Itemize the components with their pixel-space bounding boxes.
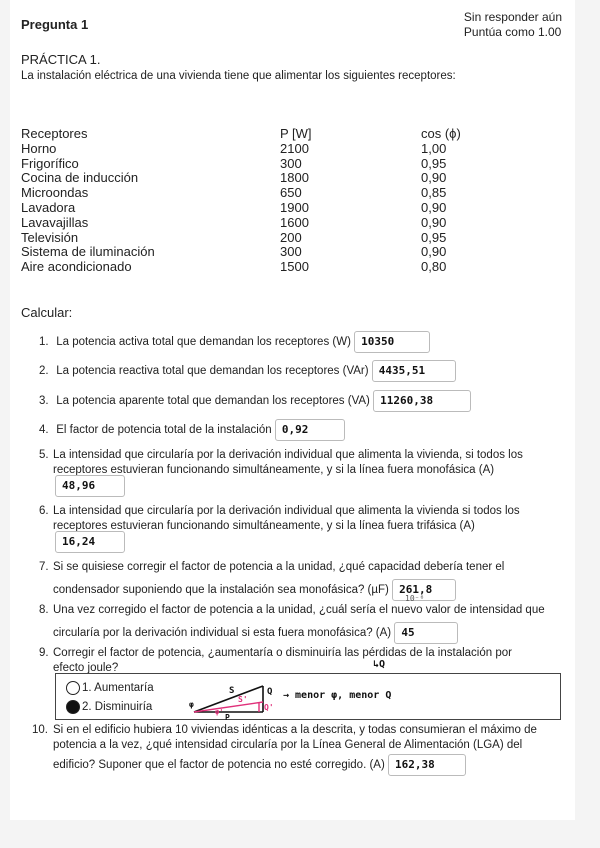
question-4: [39, 419, 569, 441]
question-number: 8.: [39, 604, 49, 616]
option-aumentaria[interactable]: [66, 681, 154, 695]
receiver-cosphi: 0,80: [421, 259, 447, 275]
receiver-cosphi: 0,95: [421, 155, 447, 171]
sketch-label-phi: φ: [189, 700, 194, 709]
option-disminuiria[interactable]: [66, 700, 152, 714]
question-text-line2: receptores estuvieran funcionando simultáneamente, y si la línea fuera trifásica (A): [53, 519, 475, 532]
answer-input-8[interactable]: 45: [394, 622, 458, 644]
question-9: [39, 646, 569, 675]
question-text-line2: receptores estuvieran funcionando simultáneamente, y si la línea fuera monofásica (A): [53, 463, 495, 476]
radio-checked-icon[interactable]: [66, 700, 80, 714]
power-triangle-sketch: [191, 674, 411, 720]
receiver-cosphi: 0,90: [421, 170, 447, 186]
receiver-name: Lavadora: [21, 199, 76, 215]
question-number: 6.: [39, 505, 49, 517]
question-2: [39, 360, 569, 382]
answer-input-7[interactable]: 261,8: [392, 579, 456, 601]
receiver-cosphi: 0,90: [421, 214, 447, 230]
question-text-line3: edificio? Suponer que el factor de potencia no esté corregido. (A): [53, 759, 385, 772]
question-number: 1.: [39, 336, 49, 349]
receiver-power: 200: [280, 229, 302, 245]
receiver-name: Lavavajillas: [21, 214, 89, 230]
option-label: 2. Disminuiría: [82, 701, 153, 714]
question-text-line2: potencia a la vez, ¿qué intensidad circularía por la Línea General de Alimentación (LGA) del: [53, 738, 523, 751]
sketch-label-s: S: [229, 686, 235, 696]
practice-heading: PRÁCTICA 1.: [21, 52, 101, 67]
question-text-line1: La intensidad que circularía por la derivación individual que alimenta la vivienda si todos los: [53, 505, 520, 517]
option-label: 1. Aumentaría: [82, 682, 154, 695]
question-5: [39, 448, 569, 477]
practice-intro: La instalación eléctrica de una vivienda tiene que alimentar los siguientes receptores:: [21, 70, 456, 82]
answer-input-1[interactable]: 10350: [354, 331, 430, 353]
question-1: [39, 331, 569, 353]
sketch-label-q: Q: [267, 687, 273, 697]
sketch-label-p: P: [225, 713, 230, 722]
receiver-power: 300: [280, 155, 302, 171]
receiver-power: 1500: [280, 259, 309, 275]
answer-options-box: [55, 673, 561, 720]
receiver-name: Horno: [21, 140, 57, 156]
question-text-line1: Si en el edificio hubiera 10 viviendas idénticas a la descrita, y todas consumieran el máximo de: [53, 724, 537, 736]
receiver-power: 2100: [280, 140, 309, 156]
receiver-power: 1900: [280, 199, 309, 215]
receiver-name: Aire acondicionado: [21, 259, 132, 275]
question-3: [39, 390, 569, 412]
sketch-sprime-line: [194, 702, 263, 712]
receiver-power: 650: [280, 185, 302, 201]
receiver-power: 1800: [280, 170, 309, 186]
question-text: La potencia reactiva total que demandan los receptores (VAr): [56, 365, 369, 378]
col-header-cosphi: cos (ϕ): [421, 126, 461, 141]
receiver-cosphi: 0,85: [421, 185, 447, 201]
status-answer: Sin responder aún: [463, 10, 562, 24]
col-header-receptores: Receptores: [21, 126, 88, 141]
question-7: [39, 560, 569, 601]
answer-input-2[interactable]: 4435,51: [372, 360, 456, 382]
receiver-power: 1600: [280, 214, 309, 230]
col-header-power: P [W]: [280, 126, 312, 141]
answer-input-3[interactable]: 11260,38: [373, 390, 471, 412]
question-text-line1: Una vez corregido el factor de potencia a la unidad, ¿cuál sería el nuevo valor de intensidad que: [53, 604, 545, 616]
question-text-line2: circularía por la derivación individual si esta fuera monofásica? (A): [53, 626, 392, 639]
question-text: El factor de potencia total de la instalación: [56, 424, 272, 437]
handwritten-note-q9: Q: [379, 659, 386, 670]
answer-input-10[interactable]: 162,38: [388, 754, 466, 776]
receiver-name: Microondas: [21, 185, 89, 201]
sketch-label-qprime: Q': [264, 703, 274, 712]
sketch-label-sprime: S': [238, 695, 248, 704]
receiver-cosphi: 1,00: [421, 140, 447, 156]
question-text: La potencia activa total que demandan los receptores (W): [56, 336, 351, 349]
question-status: [464, 10, 562, 40]
answer-input-4[interactable]: 0,92: [275, 419, 345, 441]
question-number: 2.: [39, 365, 49, 378]
radio-unchecked-icon[interactable]: [66, 681, 80, 695]
question-number: 7.: [39, 561, 49, 573]
question-text-line2: condensador suponiendo que la instalación sea monofásica? (µF): [53, 583, 389, 596]
question-10: [32, 723, 562, 776]
receiver-name: Televisión: [21, 229, 79, 245]
question-title: Pregunta 1: [21, 17, 89, 32]
answer-input-5[interactable]: 48,96: [55, 475, 125, 497]
question-number: 5.: [39, 449, 49, 461]
question-text-line2: efecto joule?: [53, 661, 119, 674]
sketch-label-phiprime: φ': [215, 708, 224, 716]
sketch-conclusion: → menor φ, menor Q: [283, 690, 392, 701]
receiver-name: Frigorífico: [21, 155, 79, 171]
calc-label: Calcular:: [21, 305, 73, 320]
handwritten-arrow-q9: ↳Q: [373, 659, 386, 670]
answer-input-6[interactable]: 16,24: [55, 531, 125, 553]
question-text-line1: Corregir el factor de potencia, ¿aumentaría o disminuiría las pérdidas de la instalación por: [53, 647, 512, 659]
question-text-line1: La intensidad que circularía por la derivación individual que alimenta la vivienda, si todos los: [53, 449, 523, 461]
question-number: 10.: [32, 724, 48, 736]
receiver-cosphi: 0,90: [421, 199, 447, 215]
receiver-cosphi: 0,95: [421, 229, 447, 245]
question-6: [39, 504, 569, 533]
receiver-cosphi: 0,90: [421, 244, 447, 260]
question-text: La potencia aparente total que demandan los receptores (VA): [56, 395, 370, 408]
receiver-name: Cocina de inducción: [21, 170, 139, 186]
handwritten-note-q7: 10⁻⁶: [405, 594, 425, 603]
question-text-line1: Si se quisiese corregir el factor de potencia a la unidad, ¿qué capacidad debería tener el: [53, 561, 505, 573]
question-number: 9.: [39, 647, 49, 659]
receiver-power: 300: [280, 244, 302, 260]
question-card: [10, 0, 575, 820]
status-score: Puntúa como 1.00: [463, 25, 562, 39]
question-number: 4.: [39, 424, 49, 437]
receiver-name: Sistema de iluminación: [21, 244, 155, 260]
question-number: 3.: [39, 395, 49, 408]
question-8: [39, 603, 569, 644]
